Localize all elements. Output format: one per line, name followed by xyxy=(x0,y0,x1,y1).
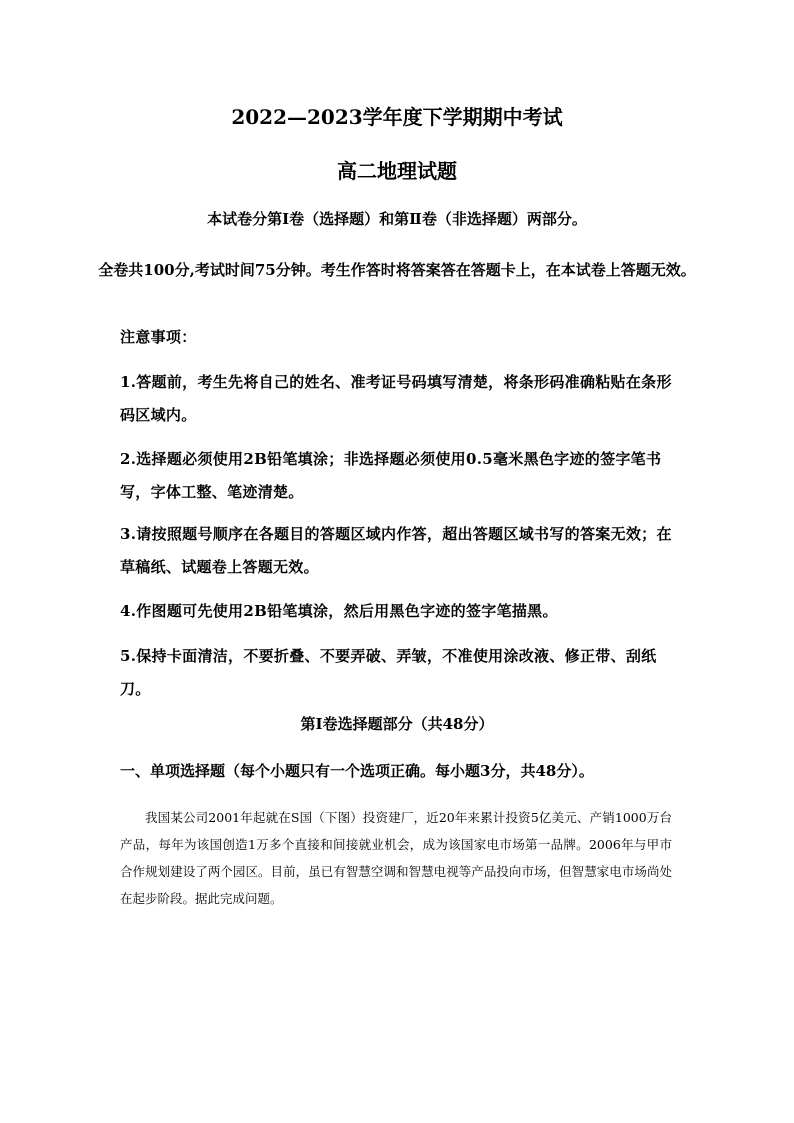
notice-item: 2.选择题必须使用2B铅笔填涂；非选择题必须使用0.5毫米黑色字迹的签字笔书写，字体工整、笔迹清楚。 xyxy=(120,450,662,501)
notice-item: 4.作图题可先使用2B铅笔填涂，然后用黑色字迹的签字笔描黑。 xyxy=(120,602,558,620)
notice-title: 注意事项： xyxy=(120,328,197,346)
exam-intro-line-2 xyxy=(0,254,794,287)
notice-item: 1.答题前，考生先将自己的姓名、准考证号码填写清楚，将条形码准确粘贴在条形码区域内。 xyxy=(120,373,672,424)
exam-subtitle: 高二地理试题 xyxy=(337,159,457,183)
exam-title: 2022—2023学年度下学期期中考试 xyxy=(231,105,563,129)
exam-intro-line-2-text: 全卷共100分,考试时间75分钟。考生作答时将答案答在答题卡上，在本试卷上答题无效。 xyxy=(98,261,696,279)
exam-intro-line-1: 本试卷分第Ⅰ卷（选择题）和第Ⅱ卷（非选择题）两部分。 xyxy=(207,210,587,228)
question-heading: 一、单项选择题（每个小题只有一个选项正确。每小题3分，共48分）。 xyxy=(120,762,594,780)
notice-item: 5.保持卡面清洁，不要折叠、不要弄破、弄皱，不准使用涂改液、修正带、刮纸刀。 xyxy=(120,647,657,698)
question-passage: 我国某公司2001年起就在S国（下图）投资建厂，近20年来累计投资5亿美元、产销1000万台产品，每年为该国创造1万多个直接和间接就业机会，成为该国家电市场第一品牌。2006年与甲市合作规划建设了两个园区。目前，虽已有智慧空调和智慧电视等产品投向市场，但智慧家电市场尚处在起步阶段。据此完成问题。 xyxy=(120,810,672,906)
section-title: 第Ⅰ卷选择题部分（共48分） xyxy=(300,715,494,733)
notice-item: 3.请按照题号顺序在各题目的答题区域内作答，超出答题区域书写的答案无效；在草稿纸、试题卷上答题无效。 xyxy=(120,525,672,576)
